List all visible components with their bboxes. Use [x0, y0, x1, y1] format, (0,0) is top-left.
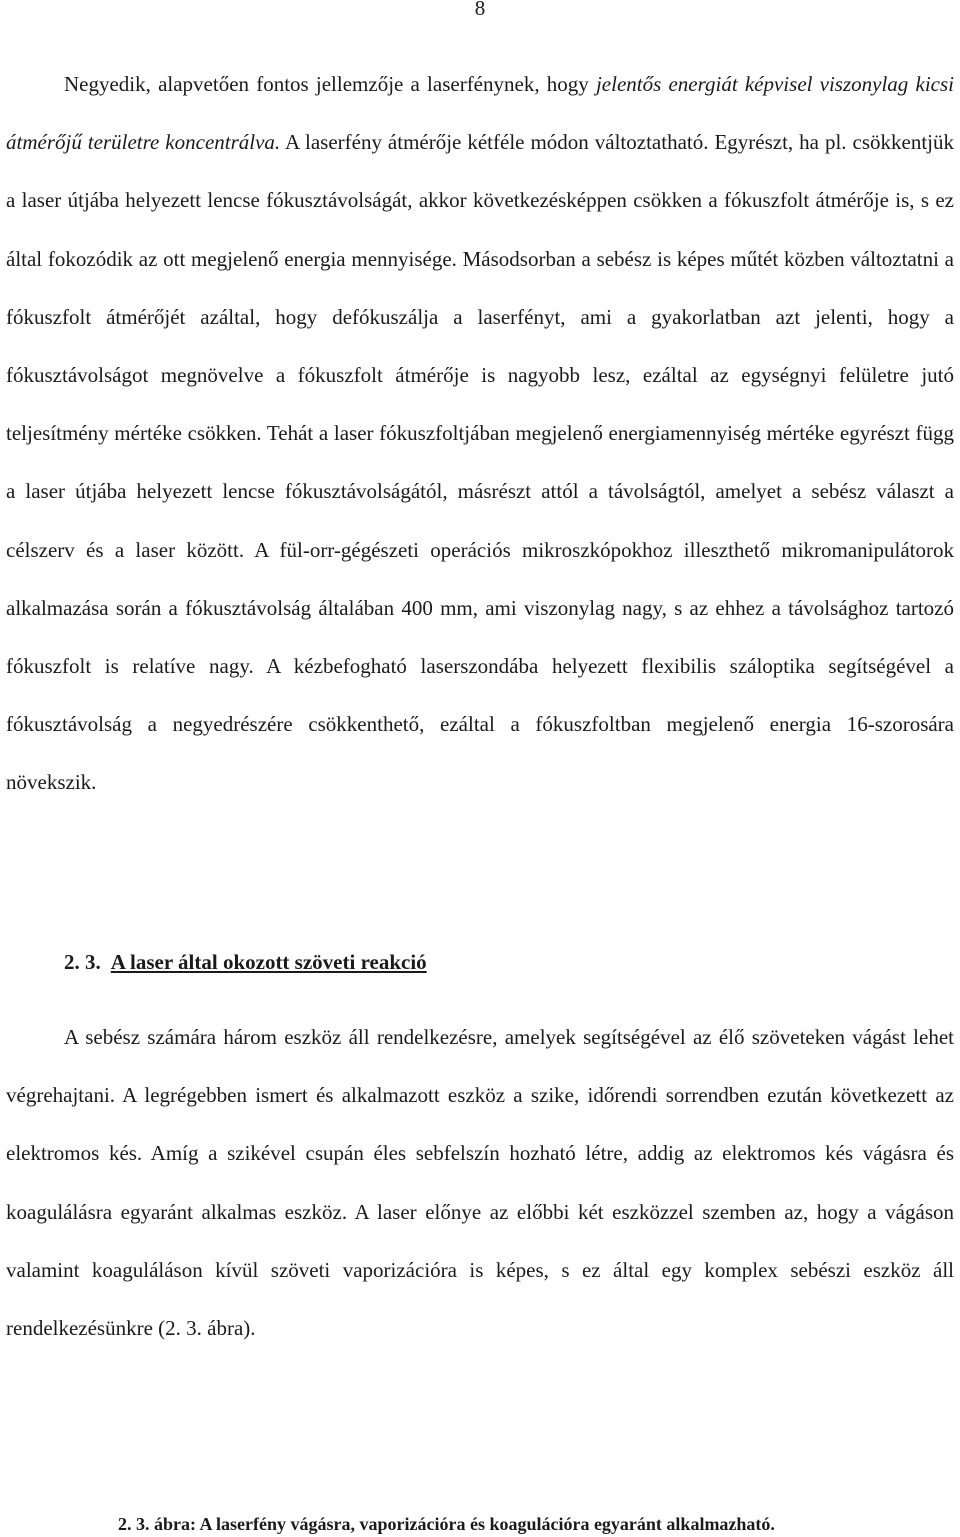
paragraph-surgical-tools: A sebész számára három eszköz áll rendelkezésre, amelyek segítségével az élő szöveteken vágást lehet végrehajtani. A legrégebben ismert és alkalmazott eszköz a szike, időrendi sorrendben ezután következett az elektromos kés. Amíg a szikével csupán éles sebfelszín hozható létre, addig az elektromos kés vágásra és koagulálásra egyaránt alkalmas eszköz. A laser előnye az előbbi két eszközzel szemben az, hogy a vágáson valamint koaguláláson kívül szöveti vaporizációra is képes, s ez által egy komplex sebészi eszköz áll rendelkezésünkre (2. 3. ábra).: [6, 1025, 954, 1341]
section-heading: [64, 950, 427, 975]
emphasized-text: jelentős energiát képvisel viszonylag kicsi átmérőjű területre koncentrálva.: [6, 72, 954, 155]
figure-caption: 2. 3. ábra: A laserfény vágásra, vaporizációra és koagulációra egyaránt alkalmazható.: [118, 1514, 775, 1534]
paragraph-text-body: A laserfény átmérője kétféle módon változtatható. Egyrészt, ha pl. csökkentjük a laser útjába helyezett lencse fókusztávolságát, akkor következésképpen csökken a fókuszfolt átmérője is, s ez által fokozódik az ott megjelenő energia mennyisége. Másodsorban a sebész is képes műtét közben változtatni a fókuszfolt átmérőjét azáltal, hogy defókuszálja a laserfényt, ami a gyakorlatban azt jelenti, hogy a fókusztávolságot megnövelve a fókuszfolt átmérője is nagyobb lesz, ezáltal az egységnyi felületre jutó teljesítmény mértéke csökken. Tehát a laser fókuszfoltjában megjelenő energiamennyiség mértéke egyrészt függ a laser útjába helyezett lencse fókusztávolságától, másrészt attól a távolságtól, amelyet a sebész választ a célszerv és a laser között. A fül-orr-gégészeti operációs mikroszkópokhoz illeszthető mikromanipulátorok alkalmazása során a fókusztávolság általában 400 mm, ami viszonylag nagy, s az ehhez a távolsághoz tartozó fókuszfolt is relatíve nagy. A kézbefogható laserszondába helyezett flexibilis száloptika segítségével a fókusztávolság a negyedrészére csökkenthető, ezáltal a fókuszfoltban megjelenő energia 16-szorosára növekszik.: [6, 130, 954, 795]
paragraph-text-intro: Negyedik, alapvetően fontos jellemzője a laserfénynek, hogy: [64, 72, 596, 96]
section-title: A laser által okozott szöveti reakció: [110, 950, 427, 974]
section-number: 2. 3.: [64, 950, 101, 974]
page-number: 8: [474, 0, 486, 20]
paragraph-laser-focus: [6, 55, 954, 812]
